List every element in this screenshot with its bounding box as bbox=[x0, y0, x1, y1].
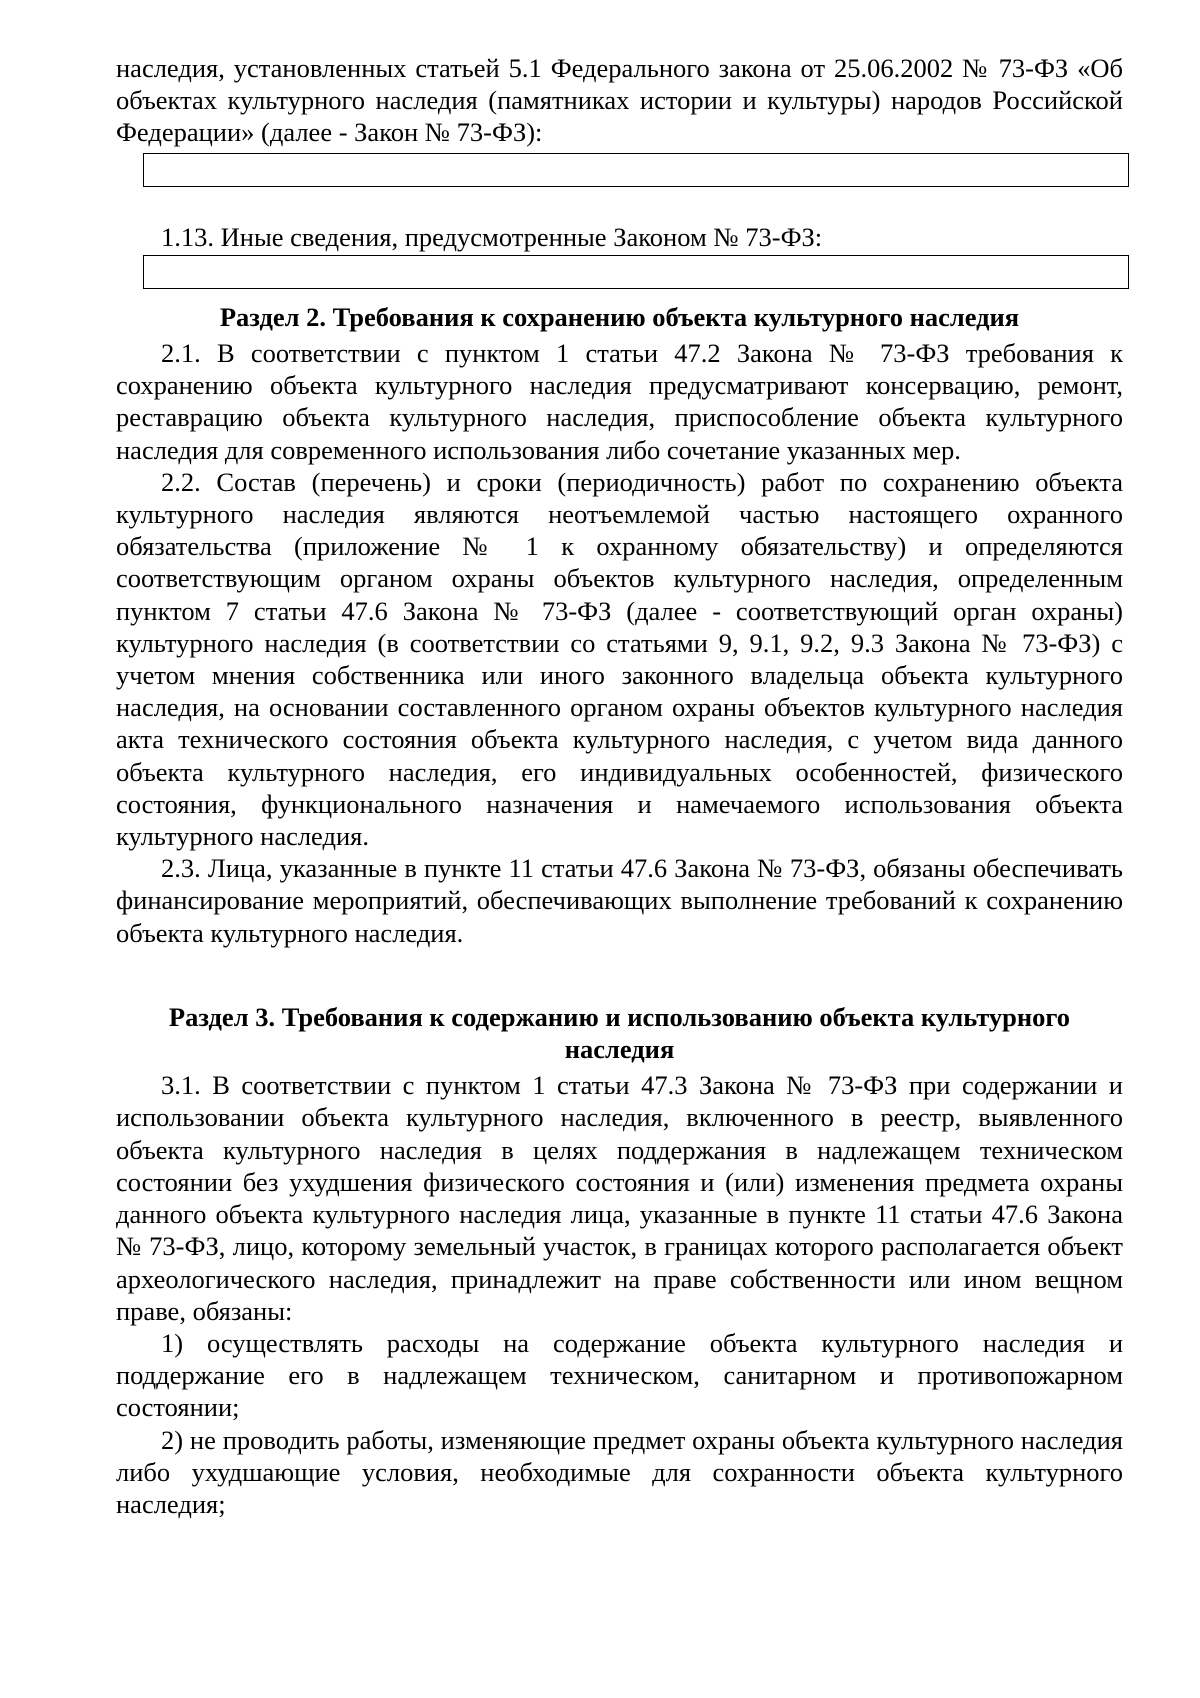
section-2-heading: Раздел 2. Требования к сохранению объекта культурного наследия bbox=[219, 301, 1020, 332]
paragraph-2-3: 2.3. Лица, указанные в пункте 11 статьи 47.6 Закона № 73-ФЗ, обязаны обеспечивать финансирование мероприятий, обеспечивающих выполнение требований к сохранению объекта культурного наследия. bbox=[116, 853, 1123, 948]
document-page bbox=[116, 52, 1123, 1520]
paragraph-2-2: 2.2. Состав (перечень) и сроки (периодичность) работ по сохранению объекта культурного наследия являются неотъемлемой частью настоящего охранного обязательства (приложение № 1 к охранному обязательству) и определяются соответствующим органом охраны объектов культурного наследия, определенным пунктом 7 статьи 47.6 Закона № 73-ФЗ (далее - соответствующий орган охраны) культурного наследия (в соответствии со статьями 9, 9.1, 9.2, 9.3 Закона № 73-ФЗ) с учетом мнения собственника или иного законного владельца объекта культурного наследия, на основании составленного органом охраны объектов культурного наследия акта технического состояния объекта культурного наследия, с учетом вида данного объекта культурного наследия, его индивидуальных особенностей, физического состояния, функционального назначения и намечаемого использования объекта культурного наследия. bbox=[116, 466, 1123, 852]
field-box-1-13[interactable] bbox=[143, 255, 1129, 289]
section-3-heading-line-2: наследия bbox=[564, 1034, 675, 1065]
section-3-heading bbox=[116, 1001, 1123, 1065]
list-item-1: 1) осуществлять расходы на содержание объекта культурного наследия и поддержание его в надлежащем техническом, санитарном и противопожарном состоянии; bbox=[116, 1327, 1123, 1423]
paragraph-3-1: 3.1. В соответствии с пунктом 1 статьи 47.3 Закона № 73-ФЗ при содержании и использовании объекта культурного наследия, включенного в реестр, выявленного объекта культурного наследия в целях поддержания в надлежащем техническом состоянии без ухудшения физического состояния и (или) изменения предмета охраны данного объекта культурного наследия лица, указанные в пункте 11 статьи 47.6 Закона № 73-ФЗ, лицо, которому земельный участок, в границах которого располагается объект археологического наследия, принадлежит на праве собственности или ином вещном праве, обязаны: bbox=[116, 1070, 1123, 1326]
paragraph-2-1: 2.1. В соответствии с пунктом 1 статьи 47.2 Закона № 73-ФЗ требования к сохранению объекта культурного наследия предусматривают консервацию, ремонт, реставрацию объекта культурного наследия, приспособление объекта культурного наследия для современного использования либо сочетание указанных мер. bbox=[116, 338, 1123, 465]
section-3-heading-line-1: Раздел 3. Требования к содержанию и использованию объекта культурного bbox=[168, 1001, 1071, 1032]
list-item-2: 2) не проводить работы, изменяющие предмет охраны объекта культурного наследия либо ухудшающие условия, необходимые для сохранности объекта культурного наследия; bbox=[116, 1424, 1123, 1519]
item-1-13-text: 1.13. Иные сведения, предусмотренные Законом № 73-ФЗ: bbox=[161, 221, 823, 252]
intro-paragraph: наследия, установленных статьей 5.1 Федерального закона от 25.06.2002 № 73-ФЗ «Об объектах культурного наследия (памятниках истории и культуры) народов Российской Федерации» (далее - Закон № 73-ФЗ): bbox=[116, 53, 1123, 148]
field-box-1-12[interactable] bbox=[143, 153, 1129, 187]
